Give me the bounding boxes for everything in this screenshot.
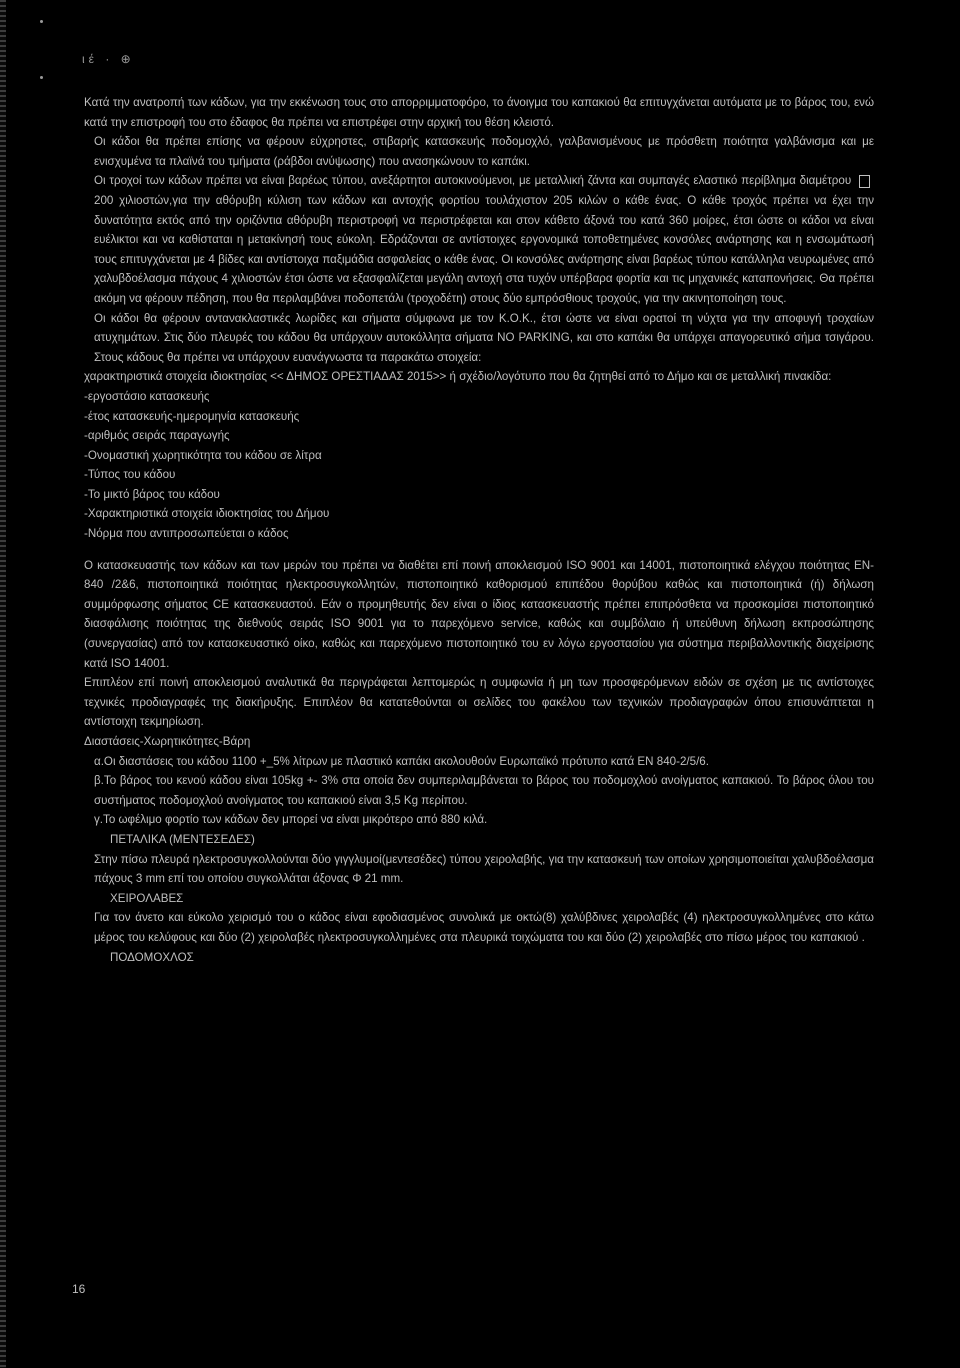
list-item: -Το μικτό βάρος του κάδου bbox=[84, 487, 220, 501]
paragraph: Ο κατασκευαστής των κάδων και των μερών του πρέπει να διαθέτει επί ποινή αποκλεισμού ISO 9001 και 14001, πιστοποιητικά ελέγχου ποιότητας EN-840 /2&6, πιστοποιητικά ποιότητας ηλεκτροσυγκολλητών, πιστοποιητικό καθορισμού επιπέδου θορύβου καθώς και πιστοποιητικά (ή) δήλωση συμμόρφωσης σήματος CE κατασκευαστού. Εάν ο προμηθευτής δεν είναι ο ίδιος κατασκευαστής πρέπει επιπρόσθετα να προσκομίσει πιστοποιητικό διασφάλισης ποιότητας της διεθνούς σειράς ISO 9001 για το παρεχόμενο service, καθώς και συμβόλαιο ή υπεύθυνη δήλωση εκπροσώπησης (συνεργασίας) από τον κατασκευαστικό οίκο, καθώς και παρεχόμενο πιστοποιητικό του εν λόγω εργοστασίου για σύστημα περιβαλλοντικής διαχείρισης κατά ISO 14001. bbox=[84, 558, 874, 670]
paragraph: Επιπλέον επί ποινή αποκλεισμού αναλυτικά θα περιγράφεται λεπτομερώς η συμφωνία ή μη των προσφερόμενων ειδών σε σχέση με τις αντίστοιχες τεχνικές προδιαγραφές της διακήρυξης. Επιπλέον θα κατατεθούνται οι σελίδες του φακέλου των τεχνικών προδιαγραφών όπου επισυνάπτεται η αντίστοιχη τεκμηρίωση. bbox=[84, 676, 874, 729]
paragraph: Οι κάδοι θα πρέπει επίσης να φέρουν εύχρηστες, στιβαρής κατασκευής ποδομοχλό, γαλβανισμένους με πρόσθετη ποιότητα γαλβάνισμα και με ενισχυμένα τα πλαϊνά του τμήματα (ράβδοι ανύψωσης) που ανασηκώνουν το καπάκι. bbox=[94, 135, 874, 168]
paragraph: χαρακτηριστικά στοιχεία ιδιοκτησίας << ΔΗΜΟΣ ΟΡΕΣΤΙΑΔΑΣ 2015>> ή σχέδιο/λογότυπο που θα ζητηθεί από το Δήμο και σε μεταλλική πινακίδα: bbox=[84, 370, 832, 384]
paragraph: Για τον άνετο και εύκολο χειρισμό του ο κάδος είναι εφοδιασμένος συνολικά με οκτώ(8) χαλύβδινες χειρολαβές (4) ηλεκτροσυγκολλημένες στο κάτω μέρος του κελύφους και δύο (2) χειρολαβές ηλεκτροσυγκολλημένες στα πλευρικά τοιχώματα του και δύο (2) χειρολαβές στο πίσω μέρος του καπακιού . bbox=[94, 911, 874, 944]
box-symbol-icon bbox=[859, 175, 870, 188]
dims-item: γ.Το ωφέλιμο φορτίο των κάδων δεν μπορεί να είναι μικρότερο από 880 κιλά. bbox=[94, 813, 488, 827]
list bbox=[84, 387, 874, 544]
scan-speck bbox=[40, 76, 43, 79]
scan-edge bbox=[0, 0, 6, 1368]
dims-item: β.Το βάρος του κενού κάδου είναι 105kg +- 3% στα οποία δεν συμπεριλαμβάνεται το βάρος του ποδομοχλού ανοίγματος καπακιού. Το βάρος όλου του συστήματος ποδομοχλού ανοίγματος του καπακιού είναι 3,5 Kg περίπου. bbox=[94, 774, 874, 807]
section-title: ΠΟΔΟΜΟΧΛΟΣ bbox=[110, 950, 194, 964]
section-title: Διαστάσεις-Χωρητικότητες-Βάρη bbox=[84, 735, 251, 748]
list-item: -Νόρμα που αντιπροσωπεύεται ο κάδος bbox=[84, 527, 289, 541]
list-item: -αριθμός σειράς παραγωγής bbox=[84, 429, 230, 443]
header-marks: ιέ · ⊕ bbox=[82, 52, 135, 66]
paragraph-text: 200 χιλιοστών,για την αθόρυβη κύλιση των κάδων και αντοχής φορτίου τουλάχιστον 205 κιλών ο κάθε ένας. Ο κάθε τροχός πρέπει να έχει την δυνατότητα εκτός από την οριζόντια αθόρυβη περιστροφή να περιστρέφεται και στον κάθετο άξονά του κατά 360 μοίρες, έτσι ώστε οι κάδοι να είναι ευέλικτοι και να καθίσταται η μετακίνησή τους εύκολη. Εδράζονται σε αντίστοιχες εργονομικά τοποθετημένες κονσόλες ανάρτησης και η ενσωμάτωσή τους επιτυγχάνεται με 4 βίδες και αντίστοιχα παξιμάδια ασφαλείας ο κάθε ένας. Οι κονσόλες ανάρτησης είναι βαρέως τύπου κατάλληλα νευρωμένες από χαλυβδοέλασμα πάχους 4 χιλιοστών έτσι ώστε να εξασφαλίζεται μεγάλη αντοχή στα τυχόν υπέρβαρα φορτία και τις μηχανικές καταπονήσεις. Θα πρέπει ακόμη να φέρουν πέδηση, που θα περιλαμβάνει ποδοπετάλι (τροχοδέτη) στους δύο εμπρόσθιους τροχούς, για την ακινητοποίηση τους. bbox=[94, 193, 874, 305]
paragraph: Οι κάδοι θα φέρουν αντανακλαστικές λωρίδες και σήματα σύμφωνα με τον Κ.Ο.Κ., έτσι ώστε να είναι ορατοί τη νύχτα για την αποφυγή τροχαίων ατυχημάτων. Στις δύο πλευρές του κάδου θα υπάρχουν αυτοκόλλητα σήματα NO PARKING, και στο καπάκι θα υπάρχει απαγορευτικό σήμα τσιγάρου. Στους κάδους θα πρέπει να υπάρχουν ευανάγνωστα τα παρακάτω στοιχεία: bbox=[94, 311, 874, 364]
page-number: 16 bbox=[72, 1282, 86, 1296]
list-item: -Τύπος του κάδου bbox=[84, 468, 176, 482]
list-item: -Χαρακτηριστικά στοιχεία ιδιοκτησίας του Δήμου bbox=[84, 507, 330, 521]
scan-speck bbox=[40, 20, 43, 23]
dims-item: α.Οι διαστάσεις του κάδου 1100 +_5% λίτρων με πλαστικό καπάκι ακολουθούν Ευρωπαϊκό πρότυπο κατά EN 840-2/5/6. bbox=[94, 754, 709, 768]
paragraph: Στην πίσω πλευρά ηλεκτροσυγκολλούνται δύο γιγγλυμοί(μεντεσέδες) τύπου χειρολαβής, για την κατασκευή των οποίων χρησιμοποιείται χαλυβδοέλασμα πάχους 3 mm επί του οποίου συγκολλάται άξονας Φ 21 mm. bbox=[94, 852, 874, 886]
paragraph-text: Οι τροχοί των κάδων πρέπει να είναι βαρέως τύπου, ανεξάρτητοι αυτοκινούμενοι, με μεταλλική ζάντα και συμπαγές ελαστικό περίβλημα διαμέτρου bbox=[94, 174, 852, 188]
section-title: ΧΕΙΡΟΛΑΒΕΣ bbox=[110, 891, 184, 905]
list-item: -έτος κατασκευής-ημερομηνία κατασκευής bbox=[84, 409, 300, 423]
list-item: -Ονομαστική χωρητικότητα του κάδου σε λίτρα bbox=[84, 448, 322, 462]
paragraph bbox=[84, 171, 874, 308]
paragraph: Κατά την ανατροπή των κάδων, για την εκκένωση τους στο απορριμματοφόρο, το άνοιγμα του καπακιού θα επιτυγχάνεται αυτόματα με το βάρος του, ενώ κατά την επιστροφή του στο έδαφος θα πρέπει να επιστρέφει στην αρχική του θέση κλειστό. bbox=[84, 96, 874, 129]
document-body bbox=[84, 93, 874, 967]
list-item: -εργοστάσιο κατασκευής bbox=[84, 389, 210, 403]
section-title: ΠΕΤΑΛΙΚΑ (ΜΕΝΤΕΣΕΔΕΣ) bbox=[110, 832, 255, 846]
